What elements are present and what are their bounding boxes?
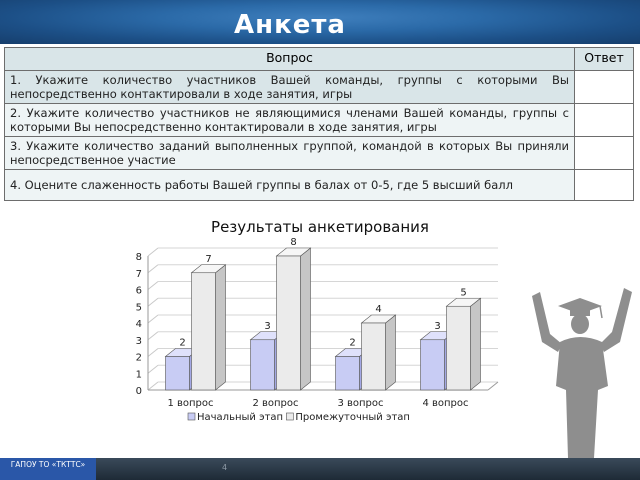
y-tick-label: 8 — [135, 252, 142, 263]
answer-cell[interactable] — [575, 104, 634, 137]
organization-label: ГАПОУ ТО «ТКТТС» — [0, 458, 96, 480]
chart-title: Результаты анкетирования — [211, 218, 429, 236]
answer-cell[interactable] — [575, 137, 634, 170]
answer-cell[interactable] — [575, 170, 634, 201]
answer-cell[interactable] — [575, 71, 634, 104]
bar — [192, 273, 216, 390]
gridline-depth — [148, 248, 158, 256]
data-label: 2 — [349, 337, 356, 349]
y-tick-label: 0 — [135, 386, 142, 397]
x-tick-label: 3 вопрос — [337, 398, 384, 409]
bar-side — [216, 265, 226, 390]
survey-table — [4, 47, 634, 201]
bar — [421, 340, 445, 390]
x-tick-label: 4 вопрос — [422, 398, 469, 409]
data-label: 8 — [290, 237, 297, 248]
gridline-depth — [148, 365, 158, 373]
legend-item: Начальный этап — [197, 412, 284, 423]
column-header-answer: Ответ — [575, 48, 634, 71]
bar-side — [386, 315, 396, 390]
title-banner — [0, 0, 640, 44]
y-tick-label: 7 — [135, 268, 142, 280]
gridline-depth — [148, 282, 158, 290]
gridline-depth — [148, 349, 158, 357]
y-tick-label: 3 — [135, 335, 142, 347]
y-tick-label: 5 — [135, 302, 142, 314]
gridline-depth — [148, 315, 158, 323]
bar — [362, 323, 386, 390]
y-tick-label: 2 — [135, 352, 142, 364]
bar-side — [301, 248, 311, 390]
y-tick-label: 6 — [135, 285, 142, 297]
question-cell: 4. Оцените слаженность работы Вашей группы в балах от 0-5, где 5 высший балл — [5, 170, 575, 201]
legend-item: Промежуточный этап — [295, 412, 410, 423]
page-title: Анкета — [234, 10, 346, 40]
y-tick-label: 4 — [135, 319, 142, 330]
question-cell: 1. Укажите количество участников Вашей команды, группы с которыми Вы непосредственно контактировали в ходе занятия, игры — [5, 71, 575, 104]
bar-side — [471, 298, 481, 390]
x-tick-label: 2 вопрос — [252, 398, 299, 409]
bar — [277, 256, 301, 390]
gridline-depth — [148, 332, 158, 340]
bar — [336, 357, 360, 391]
gridline-depth — [148, 382, 158, 390]
data-label: 2 — [179, 337, 186, 349]
question-cell: 3. Укажите количество заданий выполненных группой, командой в которых Вы приняли непосредственное участие — [5, 137, 575, 170]
data-label: 7 — [205, 253, 212, 265]
bar — [251, 340, 275, 390]
gridline-depth — [148, 298, 158, 306]
gridline-depth — [148, 265, 158, 273]
y-tick-label: 1 — [135, 369, 142, 381]
results-chart — [100, 212, 540, 437]
column-header-question: Вопрос — [5, 48, 575, 71]
bar — [166, 357, 190, 391]
bar-chart-canvas — [100, 212, 540, 437]
bar — [447, 306, 471, 390]
legend-swatch — [188, 413, 195, 420]
data-label: 3 — [434, 320, 441, 332]
legend-swatch — [286, 413, 293, 420]
data-label: 4 — [375, 304, 382, 315]
data-label: 5 — [460, 287, 467, 299]
data-label: 3 — [264, 320, 271, 332]
slide-number: 4 — [222, 463, 228, 472]
footer-bar — [0, 458, 640, 480]
question-cell: 2. Укажите количество участников не являющимися членами Вашей команды, группы с которыми Вы непосредственно контактировали в ходе занятия, игры — [5, 104, 575, 137]
graduate-silhouette-icon — [528, 286, 636, 458]
x-tick-label: 1 вопрос — [167, 398, 214, 409]
x-axis-depth — [488, 382, 498, 390]
